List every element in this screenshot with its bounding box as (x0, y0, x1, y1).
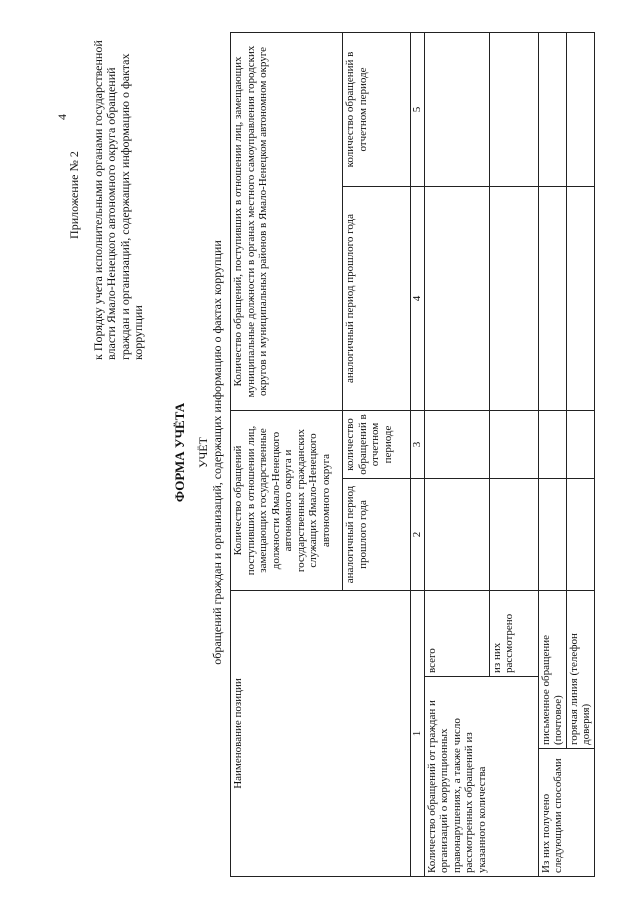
column-number: 4 (411, 187, 425, 411)
table-cell (489, 479, 538, 591)
row-label-total: всего (424, 591, 489, 677)
column-number: 1 (411, 591, 425, 877)
header-group-state: Количество обращений поступивших в отношении лиц, замещающих государственные должности Ямало-Ненецкого автономного округа и государственных гражданских служащих Ямало-Ненецкого автономного округа (231, 411, 343, 591)
row-label-hotline: горячая линия (телефон доверия) (566, 591, 594, 749)
form-title: ФОРМА УЧЁТА (172, 402, 187, 503)
appendix-block (68, 30, 146, 360)
table-cell (538, 411, 566, 479)
column-number: 3 (411, 411, 425, 479)
form-subtitle: УЧЁТ (196, 437, 210, 468)
form-subtitle-description: обращений граждан и организаций, содержащих информацию о фактах коррупции (210, 240, 224, 665)
table-cell (566, 187, 594, 411)
row-label-methods: Из них получено следующими способами (538, 749, 594, 877)
column-number: 2 (411, 479, 425, 591)
table-cell (424, 479, 489, 591)
table-cell (424, 411, 489, 479)
table-cell (566, 411, 594, 479)
table-cell (566, 479, 594, 591)
header-state-current-period: количество обращений в отчетном периоде (343, 411, 411, 479)
appendix-title: Приложение № 2 (67, 151, 81, 239)
column-number: 5 (411, 33, 425, 187)
header-state-prev-period: аналогичный период прошлого года (343, 479, 411, 591)
appendix-text: к Порядку учета исполнительными органами государственной власти Ямало-Ненецкого автономного округа обращений граждан и организаций, содержащих информацию о фактах коррупции (90, 40, 145, 360)
row-label-reviewed: из них рассмотрено (489, 591, 538, 677)
page-number: 4 (55, 114, 69, 120)
row-label-written: письменное обращение (почтовое) (538, 591, 566, 749)
table-cell (538, 187, 566, 411)
table-cell (424, 187, 489, 411)
table-cell (424, 33, 489, 187)
header-group-municipal: Количество обращений, поступивших в отношении лиц, замещающих муниципальные должности в органах местного самоуправления городских округов и муниципальных районов в Ямало-Ненецком автономном округе (231, 33, 343, 411)
table-cell (489, 33, 538, 187)
table-cell (538, 33, 566, 187)
header-position-name: Наименование позиции (231, 591, 411, 877)
accounting-table (230, 32, 595, 877)
header-municipal-current-period: количество обращений в отчетном периоде (343, 33, 411, 187)
table-cell (538, 479, 566, 591)
table-cell (489, 187, 538, 411)
table-cell (489, 411, 538, 479)
table-cell (566, 33, 594, 187)
row-label-total-appeals: Количество обращений от граждан и организаций о коррупционных правонарушениях, а также число рассмотренных обращений из указанного количества (424, 677, 538, 877)
header-municipal-prev-period: аналогичный период прошлого года (343, 187, 411, 411)
